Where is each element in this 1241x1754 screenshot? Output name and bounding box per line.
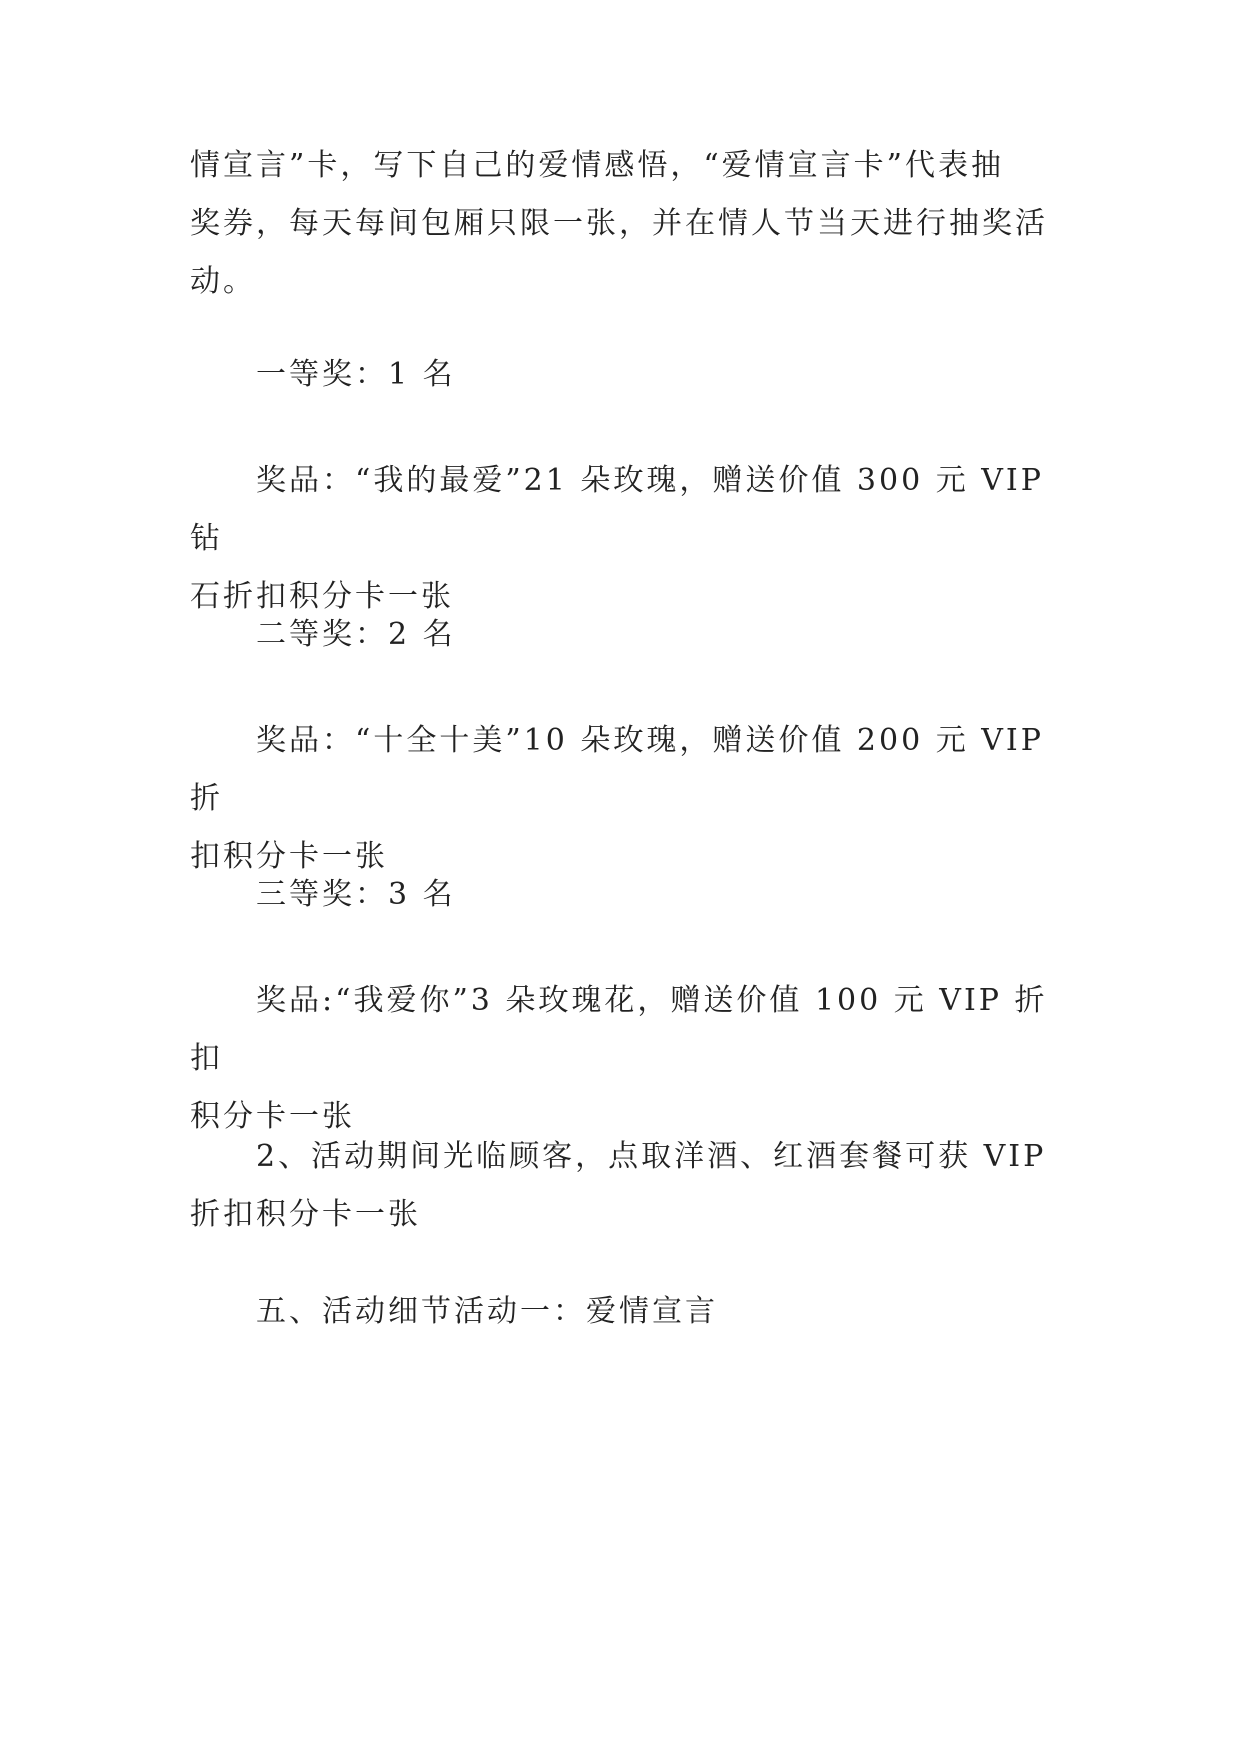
- paragraph-second-prize-reward: [190, 712, 1060, 886]
- text-line: 奖券，每天每间包厢只限一张，并在情人节当天进行抽奖活: [190, 206, 1048, 241]
- text-line: 三等奖：3 名: [256, 877, 456, 912]
- paragraph-third-prize-reward: [190, 972, 1060, 1146]
- paragraph-third-prize: [190, 866, 1060, 924]
- paragraph-first-prize-reward: [190, 452, 1060, 626]
- paragraph-lottery-description: [190, 137, 1060, 311]
- text-line: 奖品：“我的最爱”21 朵玫瑰，赠送价值 300 元 VIP 钻: [190, 463, 1044, 556]
- text-line: 奖品:“我爱你”3 朵玫瑰花，赠送价值 100 元 VIP 折扣: [190, 983, 1048, 1076]
- paragraph-vip-card-offer: [190, 1128, 1060, 1244]
- text-line: 积分卡一张: [190, 1099, 355, 1134]
- text-line: 折扣积分卡一张: [190, 1197, 421, 1232]
- text-line: 情宣言”卡，写下自己的爱情感悟，“爱情宣言卡”代表抽: [190, 148, 1005, 183]
- paragraph-first-prize: [190, 346, 1060, 404]
- text-line: 2、活动期间光临顾客，点取洋酒、红酒套餐可获 VIP: [256, 1139, 1047, 1174]
- paragraph-second-prize: [190, 606, 1060, 664]
- text-line: 五、活动细节活动一：爱情宣言: [256, 1294, 718, 1329]
- text-line: 一等奖：1 名: [256, 357, 456, 392]
- section-heading-activity-details: [190, 1283, 1060, 1341]
- text-line: 奖品：“十全十美”10 朵玫瑰，赠送价值 200 元 VIP 折: [190, 723, 1044, 816]
- text-line: 二等奖：2 名: [256, 617, 456, 652]
- text-line: 动。: [190, 264, 256, 299]
- text-line: 扣积分卡一张: [190, 839, 388, 874]
- text-line: 石折扣积分卡一张: [190, 579, 454, 614]
